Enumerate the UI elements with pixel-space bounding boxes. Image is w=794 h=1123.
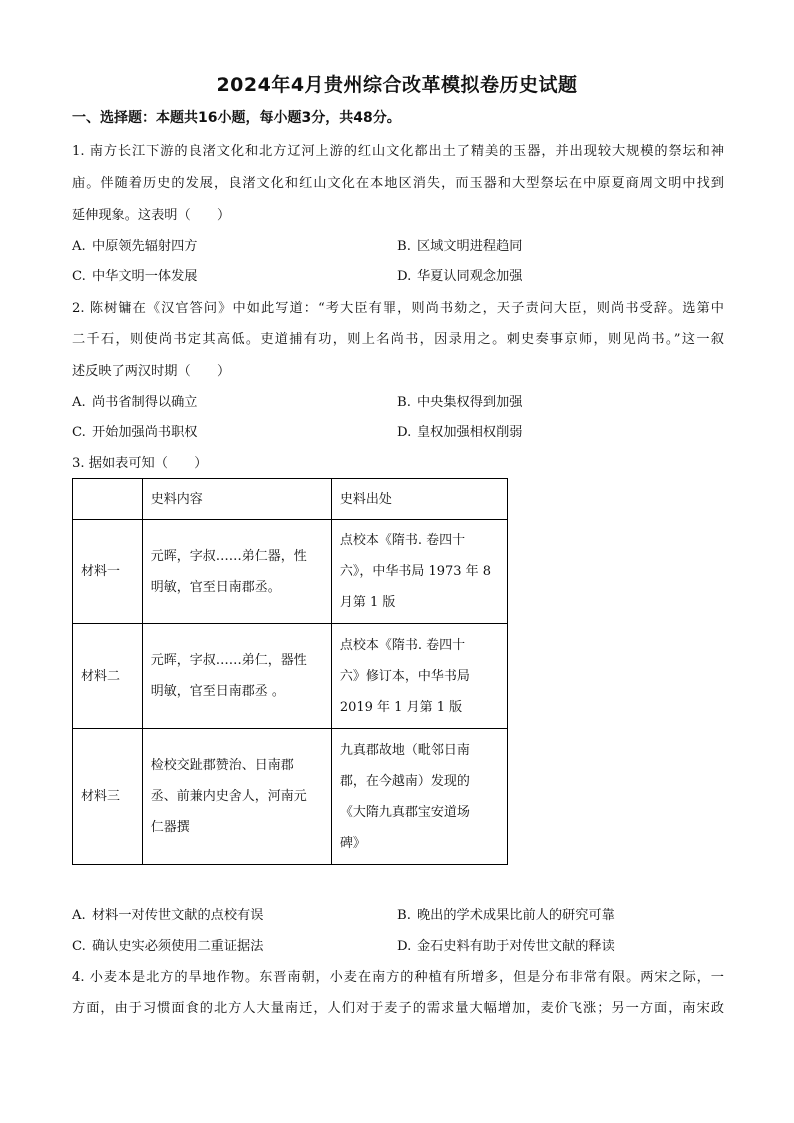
q4-stem-line-2: 方面，由于习惯面食的北方人大量南迁，人们对于麦子的需求量大幅增加，麦价飞涨；另一方面，南宋政 (72, 1001, 724, 1016)
section-heading: 一、选择题：本题共16小题，每小题3分，共48分。 (72, 110, 401, 126)
q1-option-c: C. 中华文明一体发展 (72, 269, 198, 284)
source-table (72, 478, 508, 865)
table-header-cell: 史料内容 (142, 479, 331, 520)
q3-option-a: A. 材料一对传世文献的点校有误 (72, 908, 264, 923)
row-content: 元晖，字叔……弟仁，器性 明敏，官至日南郡丞 。 (142, 624, 331, 729)
row-content: 检校交趾郡赞治、日南郡 丞、前兼内史舍人，河南元 仁器撰 (142, 729, 331, 865)
q4-stem-line-1: 4. 小麦本是北方的旱地作物。东晋南朝，小麦在南方的种植有所增多，但是分布非常有限。两宋之际，一 (72, 970, 724, 985)
table-header-cell (73, 479, 143, 520)
table-header-cell: 史料出处 (331, 479, 507, 520)
q1-stem-line-2: 庙。伴随着历史的发展，良渚文化和红山文化在本地区消失，而玉器和大型祭坛在中原夏商周文明中找到 (72, 176, 724, 191)
q3-option-d: D. 金石史料有助于对传世文献的释读 (397, 939, 615, 954)
q1-option-d: D. 华夏认同观念加强 (397, 269, 523, 284)
row-source: 九真郡故地（毗邻日南 郡，在今越南）发现的 《大隋九真郡宝安道场 碑》 (331, 729, 507, 865)
q1-option-b: B. 区域文明进程趋同 (397, 239, 523, 254)
table-row (73, 520, 508, 624)
q2-stem-line-2: 二千石，则使尚书定其高低。吏道捕有功，则上名尚书，因录用之。刺史奏事京师，则见尚书。”这一叙 (72, 332, 724, 347)
table-row (73, 624, 508, 729)
row-label: 材料三 (73, 729, 143, 865)
q2-stem-line-1: 2. 陈树镛在《汉官答问》中如此写道：“考大臣有罪，则尚书劾之，天子责问大臣，则尚书受辞。选第中 (72, 301, 724, 316)
q3-option-b: B. 晚出的学术成果比前人的研究可靠 (397, 908, 615, 923)
q3-stem: 3. 据如表可知（ ） (72, 456, 208, 471)
q2-option-c: C. 开始加强尚书职权 (72, 425, 198, 440)
row-label: 材料一 (73, 520, 143, 624)
q2-option-b: B. 中央集权得到加强 (397, 395, 523, 410)
q1-stem-line-1: 1. 南方长江下游的良渚文化和北方辽河上游的红山文化都出土了精美的玉器，并出现较大规模的祭坛和神 (72, 144, 724, 159)
row-source: 点校本《隋书. 卷四十 六》，中华书局 1973 年 8 月第 1 版 (331, 520, 507, 624)
q1-stem-line-3: 延伸现象。这表明（ ） (72, 208, 231, 223)
row-source: 点校本《隋书. 卷四十 六》修订本，中华书局 2019 年 1 月第 1 版 (331, 624, 507, 729)
table-row (73, 729, 508, 865)
q2-option-a: A. 尚书省制得以确立 (72, 395, 198, 410)
q2-stem-line-3: 述反映了两汉时期（ ） (72, 364, 231, 379)
q1-option-a: A. 中原领先辐射四方 (72, 239, 198, 254)
table-header-row (73, 479, 508, 520)
row-label: 材料二 (73, 624, 143, 729)
q3-option-c: C. 确认史实必须使用二重证据法 (72, 939, 264, 954)
row-content: 元晖，字叔……弟仁器，性 明敏，官至日南郡丞。 (142, 520, 331, 624)
q2-option-d: D. 皇权加强相权削弱 (397, 425, 523, 440)
page-title: 2024年4月贵州综合改革模拟卷历史试题 (216, 74, 578, 96)
